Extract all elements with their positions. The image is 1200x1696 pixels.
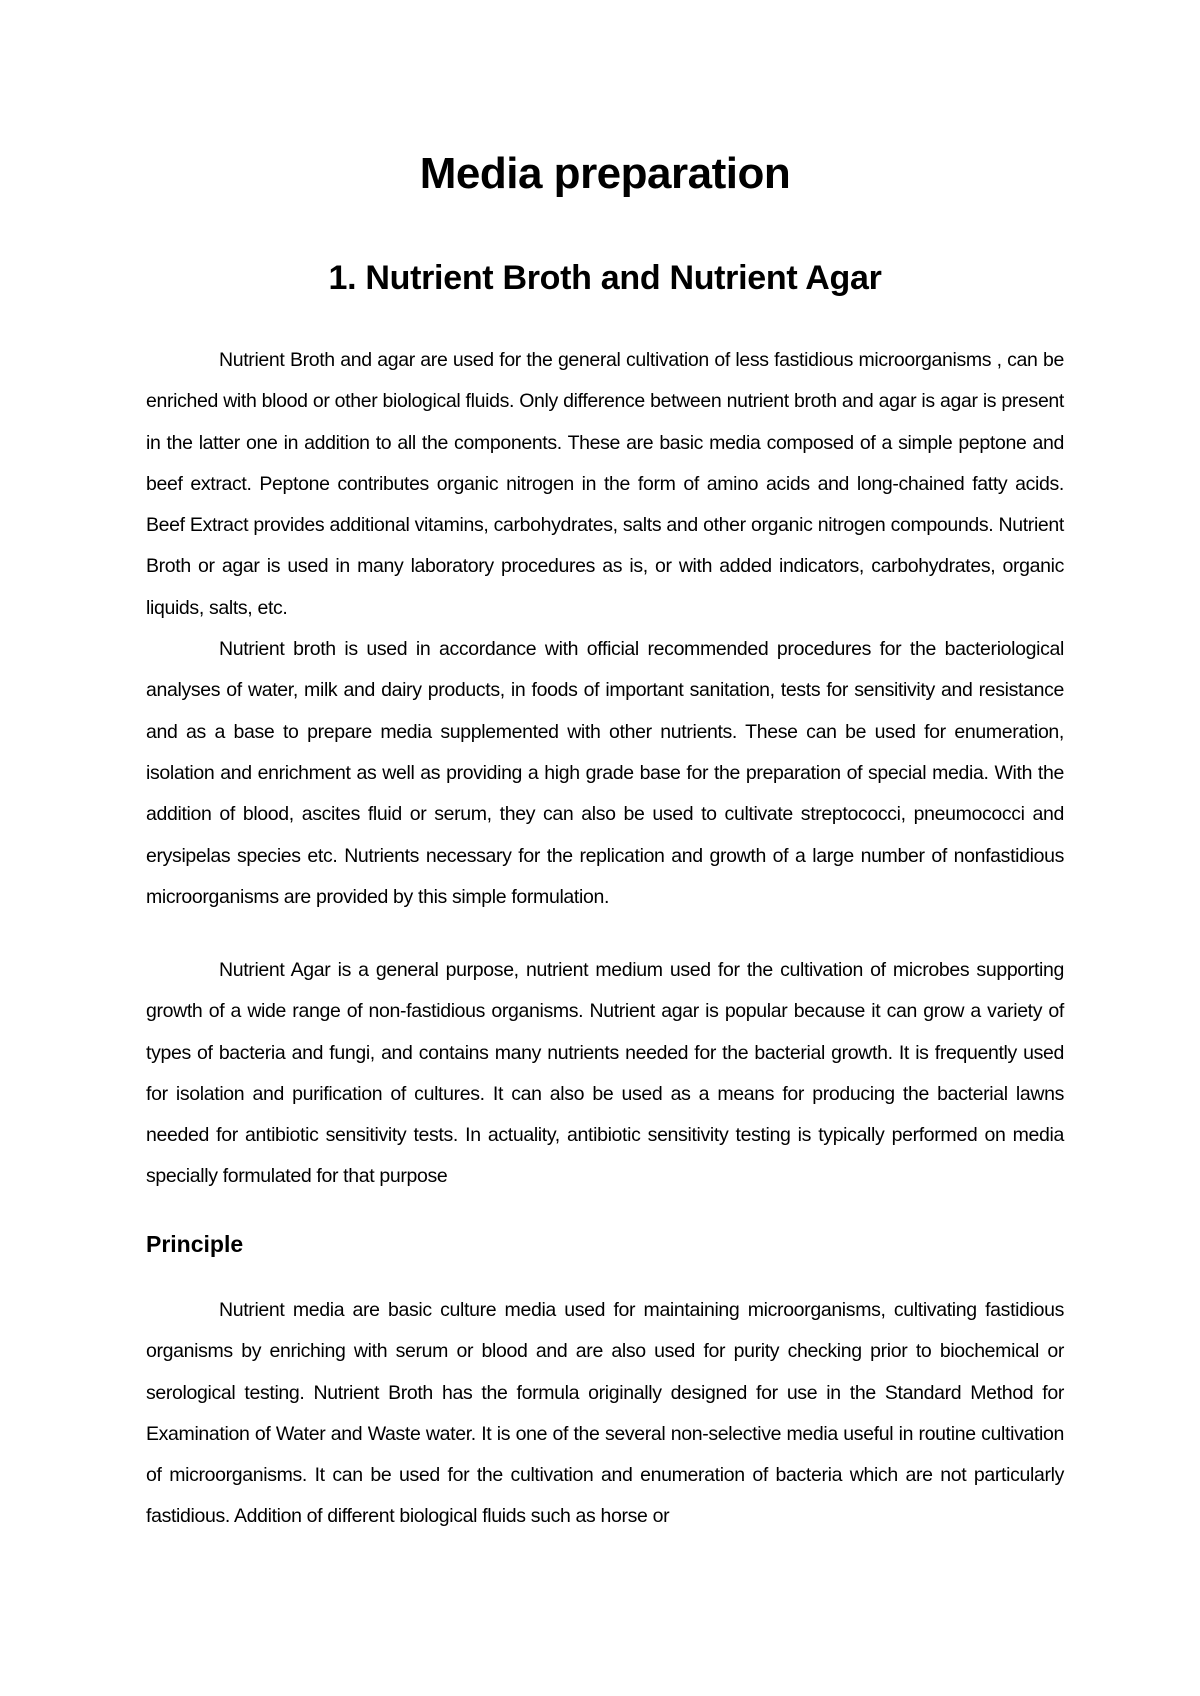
paragraph-nutrient-agar: Nutrient Agar is a general purpose, nutrient medium used for the cultivation of microbes supporting growth of a wide range of non-fastidious organisms. Nutrient agar is popular because it can grow a variety of types of bacteria and fungi, and contains many nutrients needed for the bacterial growth. It is frequently used for isolation and purification of cultures. It can also be used as a means for producing the bacterial lawns needed for antibiotic sensitivity tests. In actuality, antibiotic sensitivity testing is typically performed on media specially formulated for that purpose <box>146 959 1064 1188</box>
agar-text-block <box>146 950 1064 1198</box>
principle-text-block <box>146 1290 1064 1538</box>
section-heading: 1. Nutrient Broth and Nutrient Agar <box>328 259 882 297</box>
paragraph-nutrient-broth-uses: Nutrient broth is used in accordance with official recommended procedures for the bacteriological analyses of water, milk and dairy products, in foods of important sanitation, tests for sensitivity and resistance and as a base to prepare media supplemented with other nutrients. These can be used for enumeration, isolation and enrichment as well as providing a high grade base for the preparation of special media. With the addition of blood, ascites fluid or serum, they can also be used to cultivate streptococci, pneumococci and erysipelas species etc. Nutrients necessary for the replication and growth of a large number of nonfastidious microorganisms are provided by this simple formulation. <box>146 638 1064 908</box>
page-title: Media preparation <box>419 149 791 198</box>
paragraph-principle: Nutrient media are basic culture media used for maintaining microorganisms, cultivating fastidious organisms by enriching with serum or blood and are also used for purity checking prior to biochemical or serological testing. Nutrient Broth has the formula originally designed for use in the Standard Method for Examination of Water and Waste water. It is one of the several non-selective media useful in routine cultivation of microorganisms. It can be used for the cultivation and enumeration of bacteria which are not particularly fastidious. Addition of different biological fluids such as horse or <box>146 1299 1064 1528</box>
paragraph-nutrient-broth-agar-overview: Nutrient Broth and agar are used for the general cultivation of less fastidious microorganisms , can be enriched with blood or other biological fluids. Only difference between nutrient broth and agar is agar is present in the latter one in addition to all the components. These are basic media composed of a simple peptone and beef extract. Peptone contributes organic nitrogen in the form of amino acids and long-chained fatty acids. Beef Extract provides additional vitamins, carbohydrates, salts and other organic nitrogen compounds. Nutrient Broth or agar is used in many laboratory procedures as is, or with added indicators, carbohydrates, organic liquids, salts, etc. <box>146 349 1064 619</box>
intro-text-block <box>146 340 1064 918</box>
principle-heading: Principle <box>146 1231 244 1257</box>
